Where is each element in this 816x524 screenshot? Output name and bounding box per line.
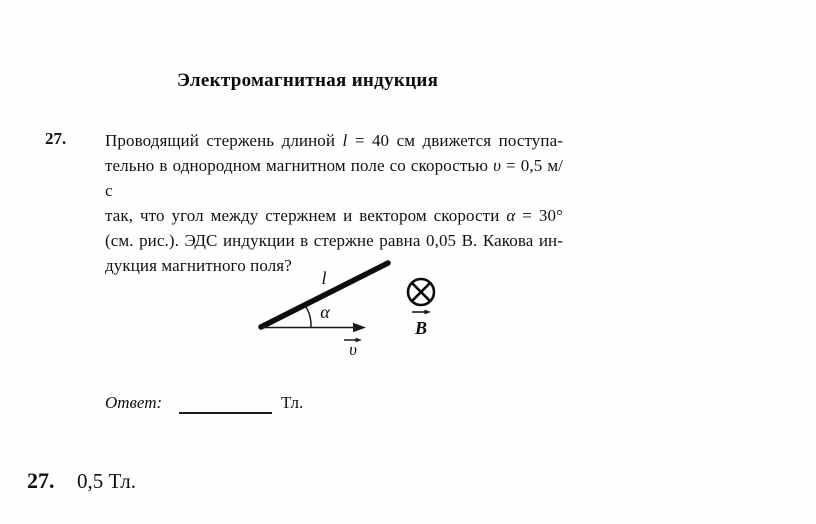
angle-label: α — [320, 302, 330, 322]
problem-line — [105, 153, 563, 203]
problem-line-text: дукция магнитного поля? — [105, 256, 292, 275]
angle-arc — [305, 306, 311, 328]
variable-length: l — [342, 131, 348, 150]
problem-line-text: так, что угол между стержнем и вектором скорости — [105, 206, 507, 225]
problem-line-text: (см. рис.). ЭДС индукции в стержне равна 0,05 В. Какова ин- — [105, 231, 563, 250]
problem-line — [105, 128, 563, 153]
answer-unit: Тл. — [281, 393, 304, 412]
variable-velocity: υ — [493, 156, 502, 175]
problem-line-text: Проводящий стержень длиной — [105, 131, 343, 150]
problem-number: 27. — [45, 129, 67, 148]
problem-line-text: = 0,5 м/с — [105, 156, 564, 200]
rod-length-label: l — [321, 268, 327, 288]
answer-label: Ответ: — [105, 393, 163, 412]
problem-line-text: тельно в однородном магнитном поле со скоростью — [105, 156, 494, 175]
problem-figure — [240, 250, 460, 362]
page-title: Электромагнитная индукция — [177, 70, 439, 91]
answer-blank-line — [179, 412, 272, 414]
field-label: B — [414, 318, 428, 338]
velocity-arrowhead-icon — [353, 323, 366, 332]
field-vector-hat-head-icon — [425, 310, 432, 315]
variable-angle: α — [506, 206, 516, 225]
b-field-into-page-icon — [408, 279, 434, 305]
solution-number: 27. — [27, 468, 55, 493]
problem-line-text: = 40 см движется поступа- — [347, 131, 563, 150]
solution-value: 0,5 Тл. — [77, 469, 137, 493]
problem-line-text: = 30° — [515, 206, 563, 225]
velocity-label: υ — [349, 340, 357, 359]
problem-line — [105, 203, 563, 228]
